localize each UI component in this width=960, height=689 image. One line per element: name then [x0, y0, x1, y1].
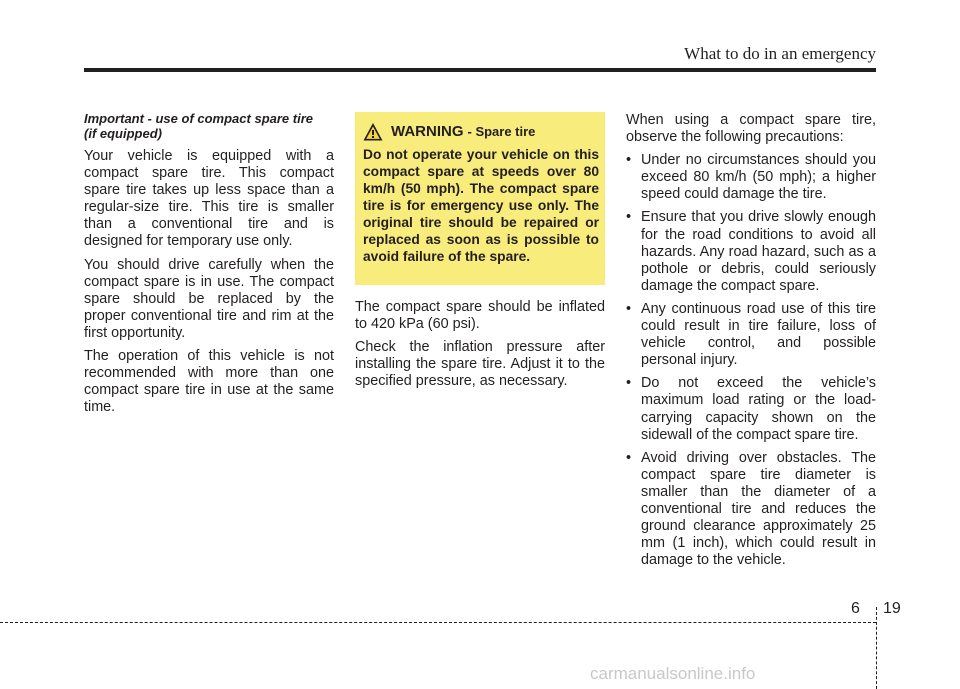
warning-triangle-icon	[363, 122, 383, 142]
column-middle	[355, 112, 605, 396]
list-item	[626, 450, 876, 570]
paragraph-drive-carefully: You should drive carefully when the compact spare is in use. The compact spare should be replaced by the proper conventional tire and rim at the first opportunity.	[84, 256, 334, 341]
warning-header	[363, 122, 599, 142]
list-item-text: Do not exceed the vehicle’s maximum load rating or the load-carrying capacity shown on the sidewall of the compact spare tire.	[641, 375, 876, 443]
bullet-icon: •	[626, 375, 632, 392]
list-item	[626, 375, 876, 443]
paragraph-spare-description: Your vehicle is equipped with a compact spare tire. This compact spare tire takes up less space than a regular-size tire. This tire is smaller than a conventional tire and is designed for temporary use only.	[84, 148, 334, 250]
watermark: carmanualsonline.info	[590, 664, 756, 683]
warning-box	[355, 112, 605, 285]
list-item-text: Avoid driving over obstacles. The compact spare tire diameter is smaller than the diameter of a conventional tire and reduces the ground clearance approximately 25 mm (1 inch), which could result in damage to the vehicle.	[641, 449, 876, 569]
column-right	[626, 112, 876, 575]
precautions-list	[626, 152, 876, 569]
chapter-number: 6	[851, 600, 860, 617]
warning-title: WARNING	[391, 123, 464, 141]
paragraph-multiple-spares: The operation of this vehicle is not recommended with more than one compact spare tire in use at the same time.	[84, 348, 334, 416]
bullet-icon: •	[626, 449, 632, 466]
list-item-text: Ensure that you drive slowly enough for the road conditions to avoid all hazards. Any road hazard, such as a pothole or debris, could seriously damage the compact spare.	[641, 209, 876, 294]
list-item	[626, 301, 876, 369]
bullet-icon: •	[626, 300, 632, 317]
subheading-line2: (if equipped)	[84, 125, 162, 141]
list-item-text: Any continuous road use of this tire could result in tire failure, loss of vehicle control, and possible personal injury.	[641, 300, 876, 369]
warning-subtitle: - Spare tire	[467, 124, 536, 140]
page-number: 19	[883, 600, 901, 617]
paragraph-precautions-intro: When using a compact spare tire, observe the following precautions:	[626, 112, 876, 146]
subheading-line1: Important - use of compact spare tire	[84, 111, 313, 126]
bullet-icon: •	[626, 152, 632, 169]
warning-body: Do not operate your vehicle on this compact spare at speeds over 80 km/h (50 mph). The compact spare tire is for emergency use only. The original tire should be repaired or replaced as soon as is possible to avoid failure of the spare.	[363, 147, 599, 264]
header-rule	[84, 68, 876, 72]
list-item-text: Under no circumstances should you exceed 80 km/h (50 mph); a higher speed could damage the tire.	[641, 152, 876, 203]
subheading	[84, 112, 334, 141]
footer-vertical-divider	[876, 607, 877, 689]
column-left	[84, 112, 334, 422]
list-item	[626, 152, 876, 203]
section-header-title: What to do in an emergency	[684, 44, 876, 63]
paragraph-inflation: The compact spare should be inflated to 420 kPa (60 psi).	[355, 299, 605, 333]
list-item	[626, 209, 876, 294]
bullet-icon: •	[626, 209, 632, 226]
footer-dashed-rule	[0, 622, 876, 623]
paragraph-check-pressure: Check the inflation pressure after installing the spare tire. Adjust it to the specified pressure, as necessary.	[355, 339, 605, 390]
